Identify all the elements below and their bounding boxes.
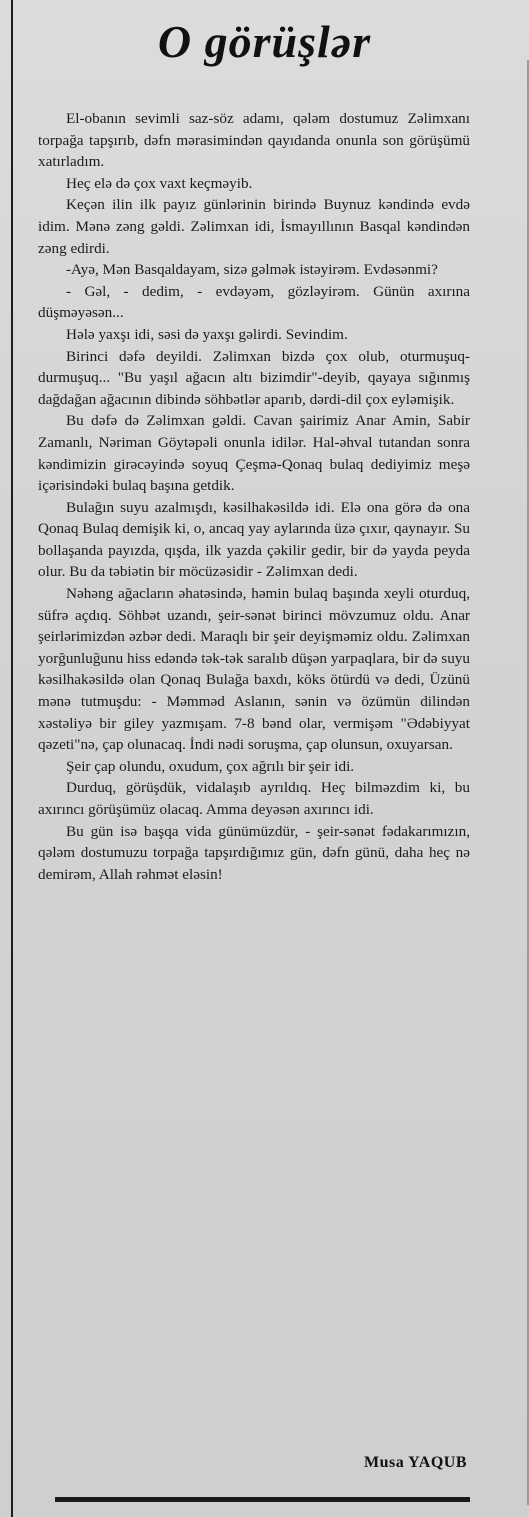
column-rule-left <box>11 0 13 1517</box>
article-paragraph: Bu gün isə başqa vida günümüzdür, - şeir-sənət fədakarımızın, qələm dostumuzu torpağa tapşırdığımız gün, dəfn günü, daha heç nə demirəm, Allah rəhmət eləsin! <box>38 822 470 883</box>
article-paragraph: El-obanın sevimli saz-söz adamı, qələm dostumuz Zəlimxanı torpağa tapşırıb, dəfn mərasimindən qayıdanda onunla son görüşümü xatırladım. <box>38 110 470 171</box>
article-title: O görüşlər <box>157 16 372 67</box>
bottom-divider <box>55 1497 470 1502</box>
article-paragraph: Heç elə də çox vaxt keçməyib. <box>66 174 253 192</box>
article-paragraph: Durduq, görüşdük, vidalaşıb ayrıldıq. Heç bilməzdim ki, bu axırıncı görüşümüz olacaq. Amma deyəsən axırıncı idi. <box>38 779 470 818</box>
article-paragraph: Bu dəfə də Zəlimxan gəldi. Cavan şairimiz Anar Amin, Sabir Zamanlı, Nəriman Göytəpəli onunla idilər. Hal-əhval tutandan sonra kəndimizin girəcəyində soyuq Çeşmə-Qonaq bulaq dediyimiz meşə içərisindəki bulaq başına getdik. <box>38 412 470 495</box>
article-paragraph: Bulağın suyu azalmışdı, kəsilhakəsildə idi. Elə ona görə də ona Qonaq Bulaq demişik ki, o, ancaq yay aylarında üzə çıxır, qaynayır. Su bollaşanda payızda, qışda, ilk yazda çəkilir gedir, bir də yayda peyda olur. Bu da təbiətin bir möcüzəsidir - Zəlimxan dedi. <box>38 498 470 581</box>
article-paragraph: Birinci dəfə deyildi. Zəlimxan bizdə çox olub, oturmuşuq-durmuşuq... "Bu yaşıl ağacın altı bizimdir"-deyib, qayaya sığınmış dağdağan ağacının dibində söhbətlər aparıb, dərdi-dil çox eyləmişik. <box>38 347 470 408</box>
article-paragraph: Hələ yaxşı idi, səsi də yaxşı gəlirdi. Sevindim. <box>66 325 348 343</box>
article-paragraph: Nəhəng ağacların əhatəsində, həmin bulaq başında xeyli oturduq, süfrə açdıq. Söhbət uzandı, şeir-sənət birinci mövzumuz oldu. Anar şeirlərimizdən əzbər dedi. Maraqlı bir şeir deyişməmiz oldu. Zəlimxan yorğunluğunu hiss edəndə tək-tək saralıb düşən yarpaqlara, bir də suyu kəsilhakəsildə olan Qonaq Bulağa baxdı, köks ötürdü və dedi, Üzünü mənə tutmuşdu: - Məmməd Aslanın, sənin və özümün dilindən xəstəliyə bir giley yazmışam. 7-8 bənd olar, vermişəm "Ədəbiyyat qəzeti"nə, çap olunacaq. İndi nədi soruşma, çap olunsun, oxuyarsan. <box>38 585 470 754</box>
article-author: Musa YAQUB <box>364 1454 467 1471</box>
article-paragraph: - Gəl, - dedim, - evdəyəm, gözləyirəm. Günün axırına düşməyəsən... <box>38 282 470 322</box>
article-paragraph: Keçən ilin ilk payız günlərinin birində Buynuz kəndində evdə idim. Mənə zəng gəldi. Zəlimxan idi, İsmayıllının Basqal kəndindən zəng edirdi. <box>38 196 470 257</box>
article-body <box>38 108 470 885</box>
article-paragraph: -Ayə, Mən Basqaldayam, sizə gəlmək istəyirəm. Evdəsənmi? <box>66 261 438 279</box>
article-paragraph: Şeir çap olundu, oxudum, çox ağrılı bir şeir idi. <box>66 757 355 775</box>
